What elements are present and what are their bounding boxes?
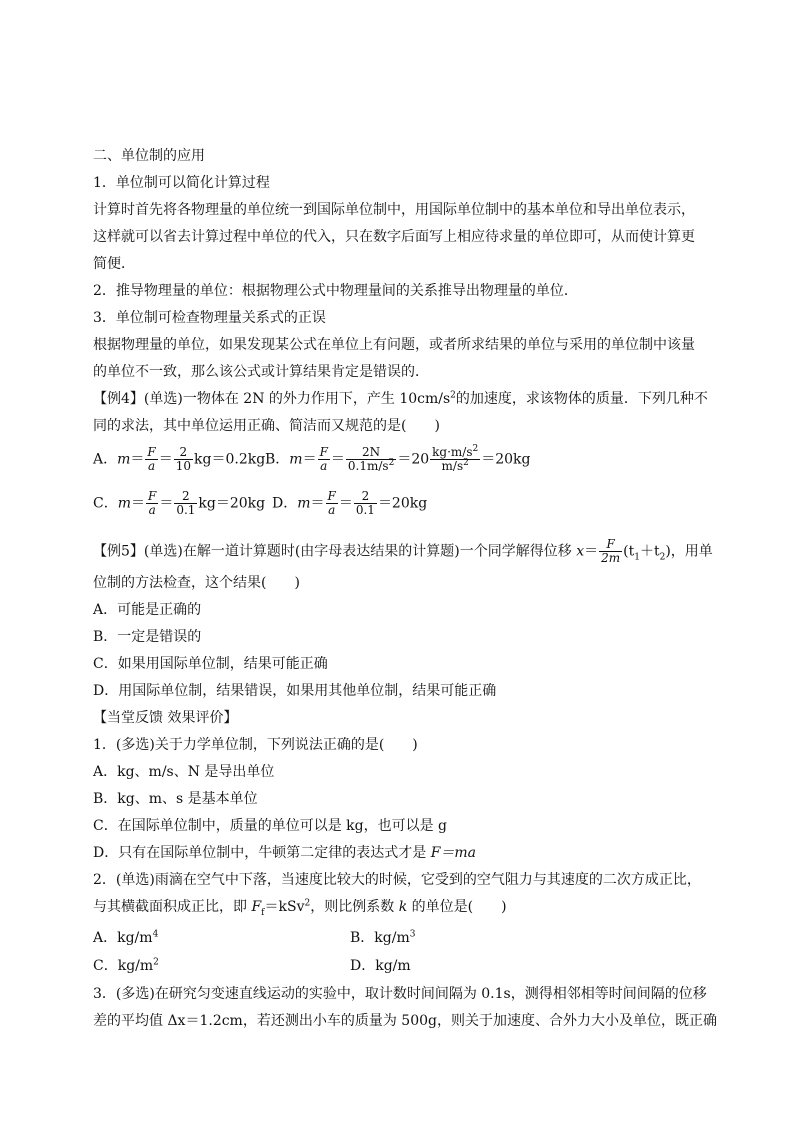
question-2-stem-line-2: 与其横截面积成正比，即 $F_f=kSv^2$，则比例系数 k 的单位是( ) xyxy=(93,898,507,918)
example-5-stem-line-1: 【例5】(单选)在解一道计算题时(由字母表达结果的计算题)一个同学解得位移 x＝ $\frac{F}{2m}$ $(t_1+t_2)$，用单 xyxy=(93,537,713,565)
paragraph-3-line-2: 的单位不一致，那么该公式或计算结果肯定是错误的． xyxy=(93,364,429,380)
question-1-option-c: C．在国际单位制中，质量的单位可以是 kg，也可以是 g xyxy=(93,818,448,834)
question-1-option-b: B．kg、m、s 是基本单位 xyxy=(93,791,258,807)
example-4-stem-line-1: 【例4】(单选)一物体在 2N 的外力作用下，产生 $10cm/s^2$的加速度，求该物体的质量．下列几种不 xyxy=(93,390,708,407)
feedback-title: 【当堂反馈 效果评价】 xyxy=(93,710,238,726)
example-5-stem-line-2: 位制的方法检查，这个结果( ) xyxy=(93,575,300,591)
question-3-stem-line-1: 3．(多选)在研究匀变速直线运动的实验中，取计数时间间隔为 0.1s，测得相邻相等时间间隔的位移 xyxy=(93,986,707,1002)
heading-1: 1．单位制可以简化计算过程 xyxy=(93,175,270,191)
question-2-option-c: C．$kg/m^2$ xyxy=(93,957,159,974)
example-4-option-c: C．m＝ $\frac{F}{a}$ ＝ $\frac{2}{0.1}$ kg＝20kg xyxy=(93,489,266,517)
example-4-option-a: A．m＝ $\frac{F}{a}$ ＝ $\frac{2}{10}$ kg＝0.2kg xyxy=(93,445,266,473)
paragraph-1-line-3: 简便． xyxy=(93,256,135,272)
question-2-option-d: D．kg/m xyxy=(350,958,411,974)
paragraph-1-line-1: 计算时首先将各物理量的单位统一到国际单位制中，用国际单位制中的基本单位和导出单位表示， xyxy=(93,202,695,218)
paragraph-3-line-1: 根据物理量的单位，如果发现某公式在单位上有问题，或者所求结果的单位与采用的单位制中该量 xyxy=(93,337,695,353)
paragraph-1-line-2: 这样就可以省去计算过程中单位的代入，只在数字后面写上相应待求量的单位即可，从而使计算更 xyxy=(93,229,695,245)
section-title: 二、单位制的应用 xyxy=(93,148,205,164)
example-5-option-d: D．用国际单位制，结果错误，如果用其他单位制，结果可能正确 xyxy=(93,683,497,699)
example-4-option-b: B．m＝ $\frac{F}{a}$ ＝ $\frac{2N}{0.1m/s^2}$ ＝20 $\frac{kg\cdot m/s^2}{m/s^2}$ ＝20kg xyxy=(265,444,531,473)
question-1-option-a: A．kg、m/s、N 是导出单位 xyxy=(93,764,275,780)
heading-3: 3．单位制可检查物理量关系式的正误 xyxy=(93,310,326,326)
question-2-option-a: A．$kg/m^4$ xyxy=(93,929,159,946)
question-1-stem: 1．(多选)关于力学单位制，下列说法正确的是( ) xyxy=(93,737,418,753)
example-5-option-c: C．如果用国际单位制，结果可能正确 xyxy=(93,656,328,672)
example-5-option-a: A．可能是正确的 xyxy=(93,602,202,618)
example-4-option-d: D．m＝ $\frac{F}{a}$ ＝ $\frac{2}{0.1}$ ＝20kg xyxy=(272,489,428,517)
heading-2: 2．推导物理量的单位：根据物理公式中物理量间的关系推导出物理量的单位． xyxy=(93,283,578,299)
example-5-option-b: B．一定是错误的 xyxy=(93,629,202,645)
question-2-option-b: B．$kg/m^3$ xyxy=(350,929,416,946)
question-3-stem-line-2: 差的平均值 Δx＝1.2cm，若还测出小车的质量为 500g，则关于加速度、合外力大小及单位，既正确 xyxy=(93,1013,717,1029)
question-1-option-d: D．只有在国际单位制中，牛顿第二定律的表达式才是 F＝ma xyxy=(93,845,477,861)
example-4-stem-line-2: 同的求法，其中单位运用正确、简洁而又规范的是( ) xyxy=(93,418,440,434)
question-2-stem-line-1: 2．(单选)雨滴在空气中下落，当速度比较大的时候，它受到的空气阻力与其速度的二次方成正比， xyxy=(93,872,701,888)
